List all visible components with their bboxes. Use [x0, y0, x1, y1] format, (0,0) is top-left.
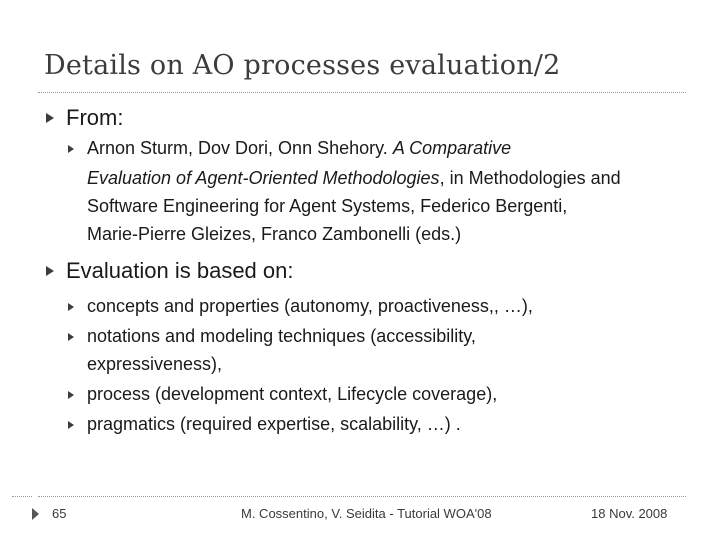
reference-line-2 [87, 168, 621, 189]
footer-divider-left [12, 496, 32, 497]
reference-title-part-2: Evaluation of Agent-Oriented Methodologies [87, 168, 440, 188]
footer-credit: M. Cossentino, V. Seidita - Tutorial WOA'08 [241, 506, 492, 521]
title-divider [38, 92, 686, 93]
footer-date: 18 Nov. 2008 [591, 506, 668, 521]
from-label: From: [66, 105, 124, 130]
page-number: 65 [52, 506, 67, 521]
bullet-from-icon [46, 113, 54, 123]
reference-line-4: Marie-Pierre Gleizes, Franco Zambonelli (eds.) [87, 224, 462, 244]
reference-line-3: Software Engineering for Agent Systems, Federico Bergenti, [87, 196, 568, 216]
evaluation-label: Evaluation is based on: [66, 258, 294, 283]
reference-title-part-1: A Comparative [392, 138, 512, 158]
item-notations-line-1: notations and modeling techniques (accessibility, [87, 326, 476, 346]
reference-bullet-icon [68, 145, 74, 153]
bullet-evaluation-icon [46, 266, 54, 276]
item-process: process (development context, Lifecycle coverage), [87, 384, 498, 404]
item-4-bullet-icon [68, 421, 74, 429]
footer-divider [38, 496, 686, 497]
reference-venue: , in Methodologies and [439, 168, 621, 188]
reference-line-1 [87, 138, 511, 159]
item-concepts: concepts and properties (autonomy, proactiveness,, …), [87, 296, 533, 316]
footer-marker-icon [32, 508, 39, 520]
reference-authors: Arnon Sturm, Dov Dori, Onn Shehory. [87, 138, 388, 158]
item-3-bullet-icon [68, 391, 74, 399]
item-notations-line-2: expressiveness), [87, 354, 223, 374]
item-pragmatics: pragmatics (required expertise, scalability, …) . [87, 414, 461, 434]
item-2-bullet-icon [68, 333, 74, 341]
item-1-bullet-icon [68, 303, 74, 311]
slide-title: Details on AO processes evaluation/2 [44, 50, 561, 81]
